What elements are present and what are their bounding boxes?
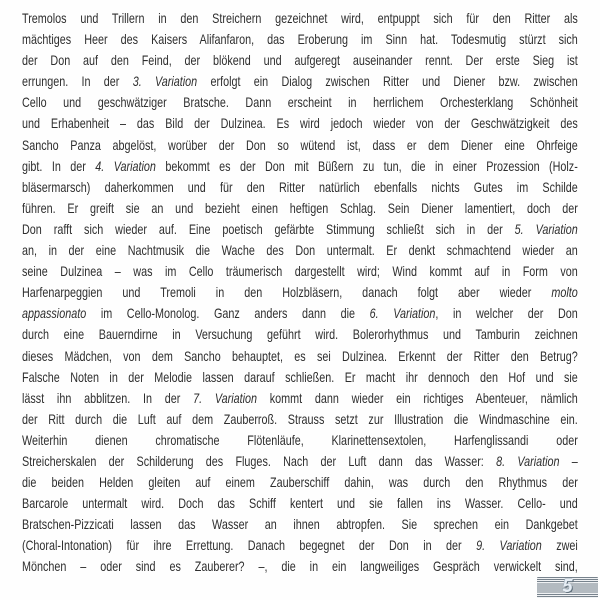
text-line: Mönchen – oder sind es Zauberer? –, die in ein langweiliges Gespräch verwickelt sind, [22,559,578,575]
text-line: der Ritt durch die Luft auf dem Zauberroß. Strauss setzt zur Illustration die Windmaschine ein. [22,411,578,427]
text-line: führen. Er greift sie an und bezieht einen heftigen Schlag. Sein Diener lamentiert, doch der [22,200,578,216]
text-line: lässt ihn abblitzen. In der 7. Variation kommt dann wieder ein richtiges Abenteuer, nämlich [22,390,578,406]
text-line: Harfenarpeggien und Tremoli in den Holzbläsern, danach folgt aber wieder molto [22,285,578,301]
text-line: dieses Mädchen, von dem Sancho behauptet, es sei Dulzinea. Erkennt der Ritter den Betrug? [22,348,578,364]
text-block [22,8,578,578]
text-line: mächtiges Heer des Kaisers Alifanfaron, das Eroberung im Sinn hat. Todesmutig stürzt sich [22,32,578,48]
page-number: 5 [562,576,573,596]
text-line: der Don auf den Feind, der blökend und aufgeregt auseinander rennt. Der erste Sieg ist [22,53,578,69]
text-line: Falsche Noten in der Melodie lassen darauf schließen. Er macht ihr dennoch den Hof und sie [22,369,578,385]
text-line: Don rafft sich wieder auf. Eine poetisch gefärbte Stimmung schließt sich in der 5. Variation [22,221,578,237]
text-line: die beiden Helden gleiten auf einem Zauberschiff dahin, was durch den Rhythmus der [22,475,578,491]
text-line: Sancho Panza abgelöst, worüber der Don so wütend ist, dass er dem Diener eine Ohrfeige [22,137,578,153]
text-line: seine Dulzinea – was im Cello träumerisch dargestellt wird; Wind kommt auf in Form von [22,264,578,280]
text-line: an, in der eine Nachtmusik die Wache des Don untermalt. Er denkt schmachtend wieder an [22,243,578,259]
text-line: (Choral-Intonation) für ihre Errettung. Danach begegnet der Don in der 9. Variation zwei [22,538,578,554]
text-line: und Erhabenheit – das Bild der Dulzinea. Es wird jedoch wieder von der Geschwätzigkeit des [22,116,578,132]
text-line: Barcarole untermalt wird. Doch das Schiff kentert und sie fallen ins Wasser. Cello- und [22,496,578,512]
text-line: errungen. In der 3. Variation erfolgt ein Dialog zwischen Ritter und Diener bzw. zwischen [22,74,578,90]
text-line: bläsermarsch) daherkommen und für den Ritter natürlich ebenfalls nichts Gutes im Schilde [22,179,578,195]
text-line: gibt. In der 4. Variation bekommt es der Don mit Büßern zu tun, die in einer Prozession (Holz- [22,158,578,174]
text-line: Streicherskalen der Schilderung des Fluges. Nach der Luft dann das Wasser: 8. Variation – [22,453,578,469]
text-line: appassionato im Cello-Monolog. Ganz anders dann die 6. Variation, in welcher der Don [22,306,578,322]
text-line: durch eine Bauerndirne in Versuchung geführt wird. Bolerorhythmus und Tamburin zeichnen [22,327,578,343]
text-line: Bratschen-Pizzicati lassen das Wasser an ihnen abtropfen. Sie sprechen ein Dankgebet [22,517,578,533]
text-line: Cello und geschwätziger Bratsche. Dann erscheint in herrlichem Orchesterklang Schönheit [22,95,578,111]
text-line: Tremolos und Trillern in den Streichern gezeichnet wird, entpuppt sich für den Ritter als [22,11,578,26]
text-line: Weiterhin dienen chromatische Flötenläufe, Klarinettensextolen, Harfenglissandi oder [22,432,578,448]
page-number-badge [537,577,598,598]
